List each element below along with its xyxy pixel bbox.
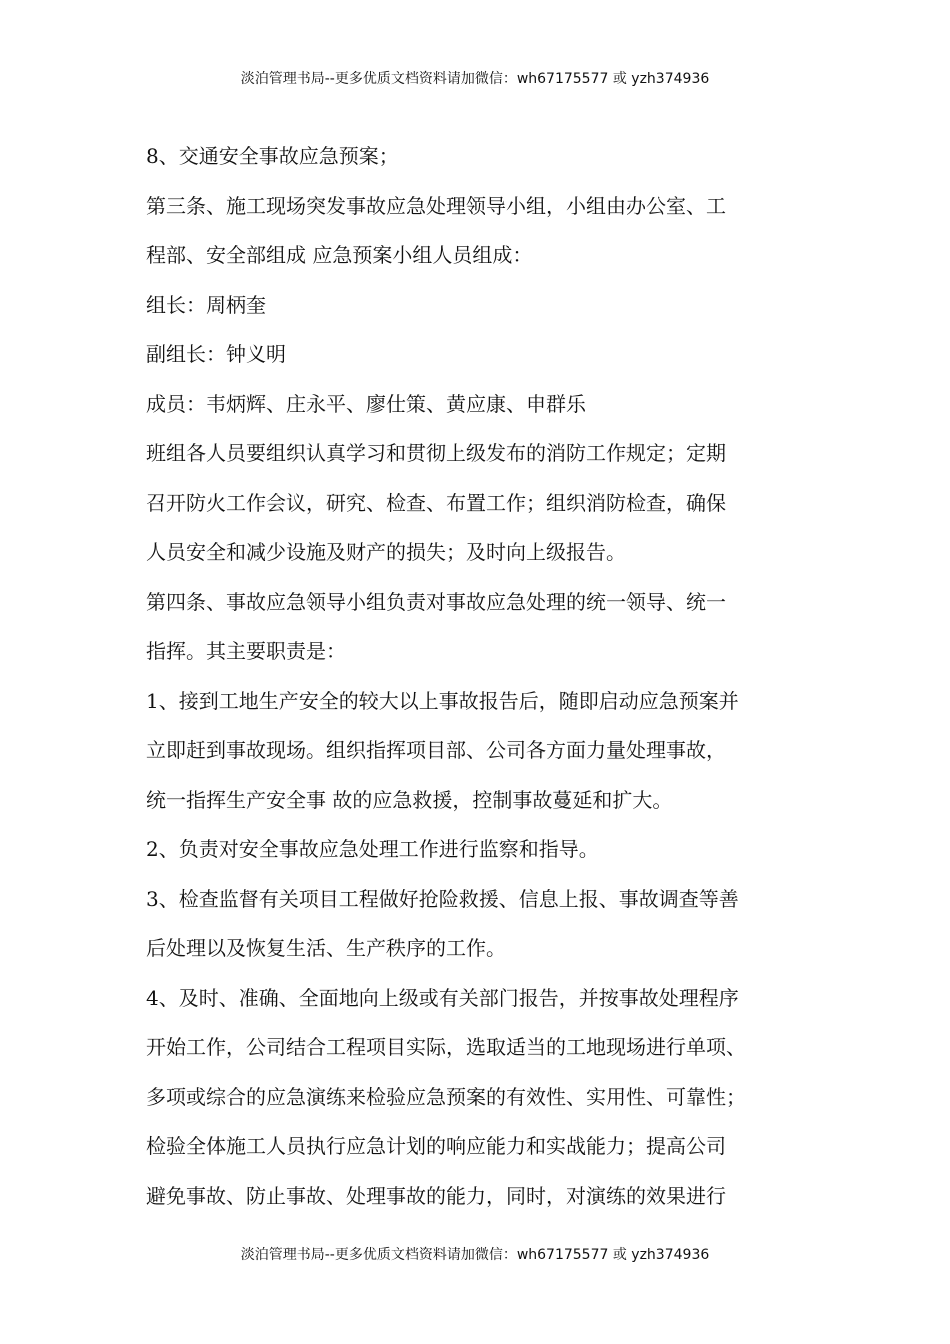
page-header: 淡泊管理书局--更多优质文档资料请加微信：wh67175577 或 yzh374936 bbox=[240, 71, 710, 87]
body-line-16: 3、检查监督有关项目工程做好抢险救援、信息上报、事故调查等善 bbox=[146, 886, 739, 911]
body-line-20: 多项或综合的应急演练来检验应急预案的有效性、实用性、可靠性； bbox=[146, 1084, 746, 1109]
body-line-4: 组长：周柄奎 bbox=[146, 292, 266, 317]
body-line-5: 副组长：钟义明 bbox=[146, 342, 286, 366]
document-body bbox=[146, 132, 816, 1221]
body-line-9: 人员安全和减少设施及财产的损失；及时向上级报告。 bbox=[146, 540, 626, 564]
body-line-17: 后处理以及恢复生活、生产秩序的工作。 bbox=[146, 936, 506, 960]
body-line-6: 成员：韦炳辉、庄永平、廖仕策、黄应康、申群乐 bbox=[146, 391, 586, 416]
body-line-3: 程部、安全部组成 应急预案小组人员组成： bbox=[146, 243, 533, 267]
body-line-10: 第四条、事故应急领导小组负责对事故应急处理的统一领导、统一 bbox=[146, 589, 726, 614]
body-line-21: 检验全体施工人员执行应急计划的响应能力和实战能力；提高公司 bbox=[146, 1134, 726, 1158]
body-line-13: 立即赶到事故现场。组织指挥项目部、公司各方面力量处理事故， bbox=[146, 738, 726, 762]
body-line-12: 1、接到工地生产安全的较大以上事故报告后，随即启动应急预案并 bbox=[146, 688, 739, 713]
body-line-11: 指挥。其主要职责是： bbox=[146, 639, 346, 663]
body-line-22: 避免事故、防止事故、处理事故的能力，同时，对演练的效果进行 bbox=[146, 1183, 726, 1208]
body-line-14: 统一指挥生产安全事 故的应急救援，控制事故蔓延和扩大。 bbox=[146, 787, 673, 812]
body-line-19: 开始工作，公司结合工程项目实际，选取适当的工地现场进行单项、 bbox=[146, 1035, 746, 1059]
body-line-7: 班组各人员要组织认真学习和贯彻上级发布的消防工作规定；定期 bbox=[146, 441, 726, 465]
body-line-18: 4、及时、准确、全面地向上级或有关部门报告，并按事故处理程序 bbox=[146, 985, 739, 1010]
body-line-2: 第三条、施工现场突发事故应急处理领导小组，小组由办公室、工 bbox=[146, 193, 726, 218]
page-footer: 淡泊管理书局--更多优质文档资料请加微信：wh67175577 或 yzh374936 bbox=[240, 1247, 710, 1263]
body-line-1: 8、交通安全事故应急预案； bbox=[146, 144, 399, 168]
body-line-15: 2、负责对安全事故应急处理工作进行监察和指导。 bbox=[146, 837, 599, 861]
body-line-8: 召开防火工作会议，研究、检查、布置工作；组织消防检查，确保 bbox=[146, 490, 726, 515]
